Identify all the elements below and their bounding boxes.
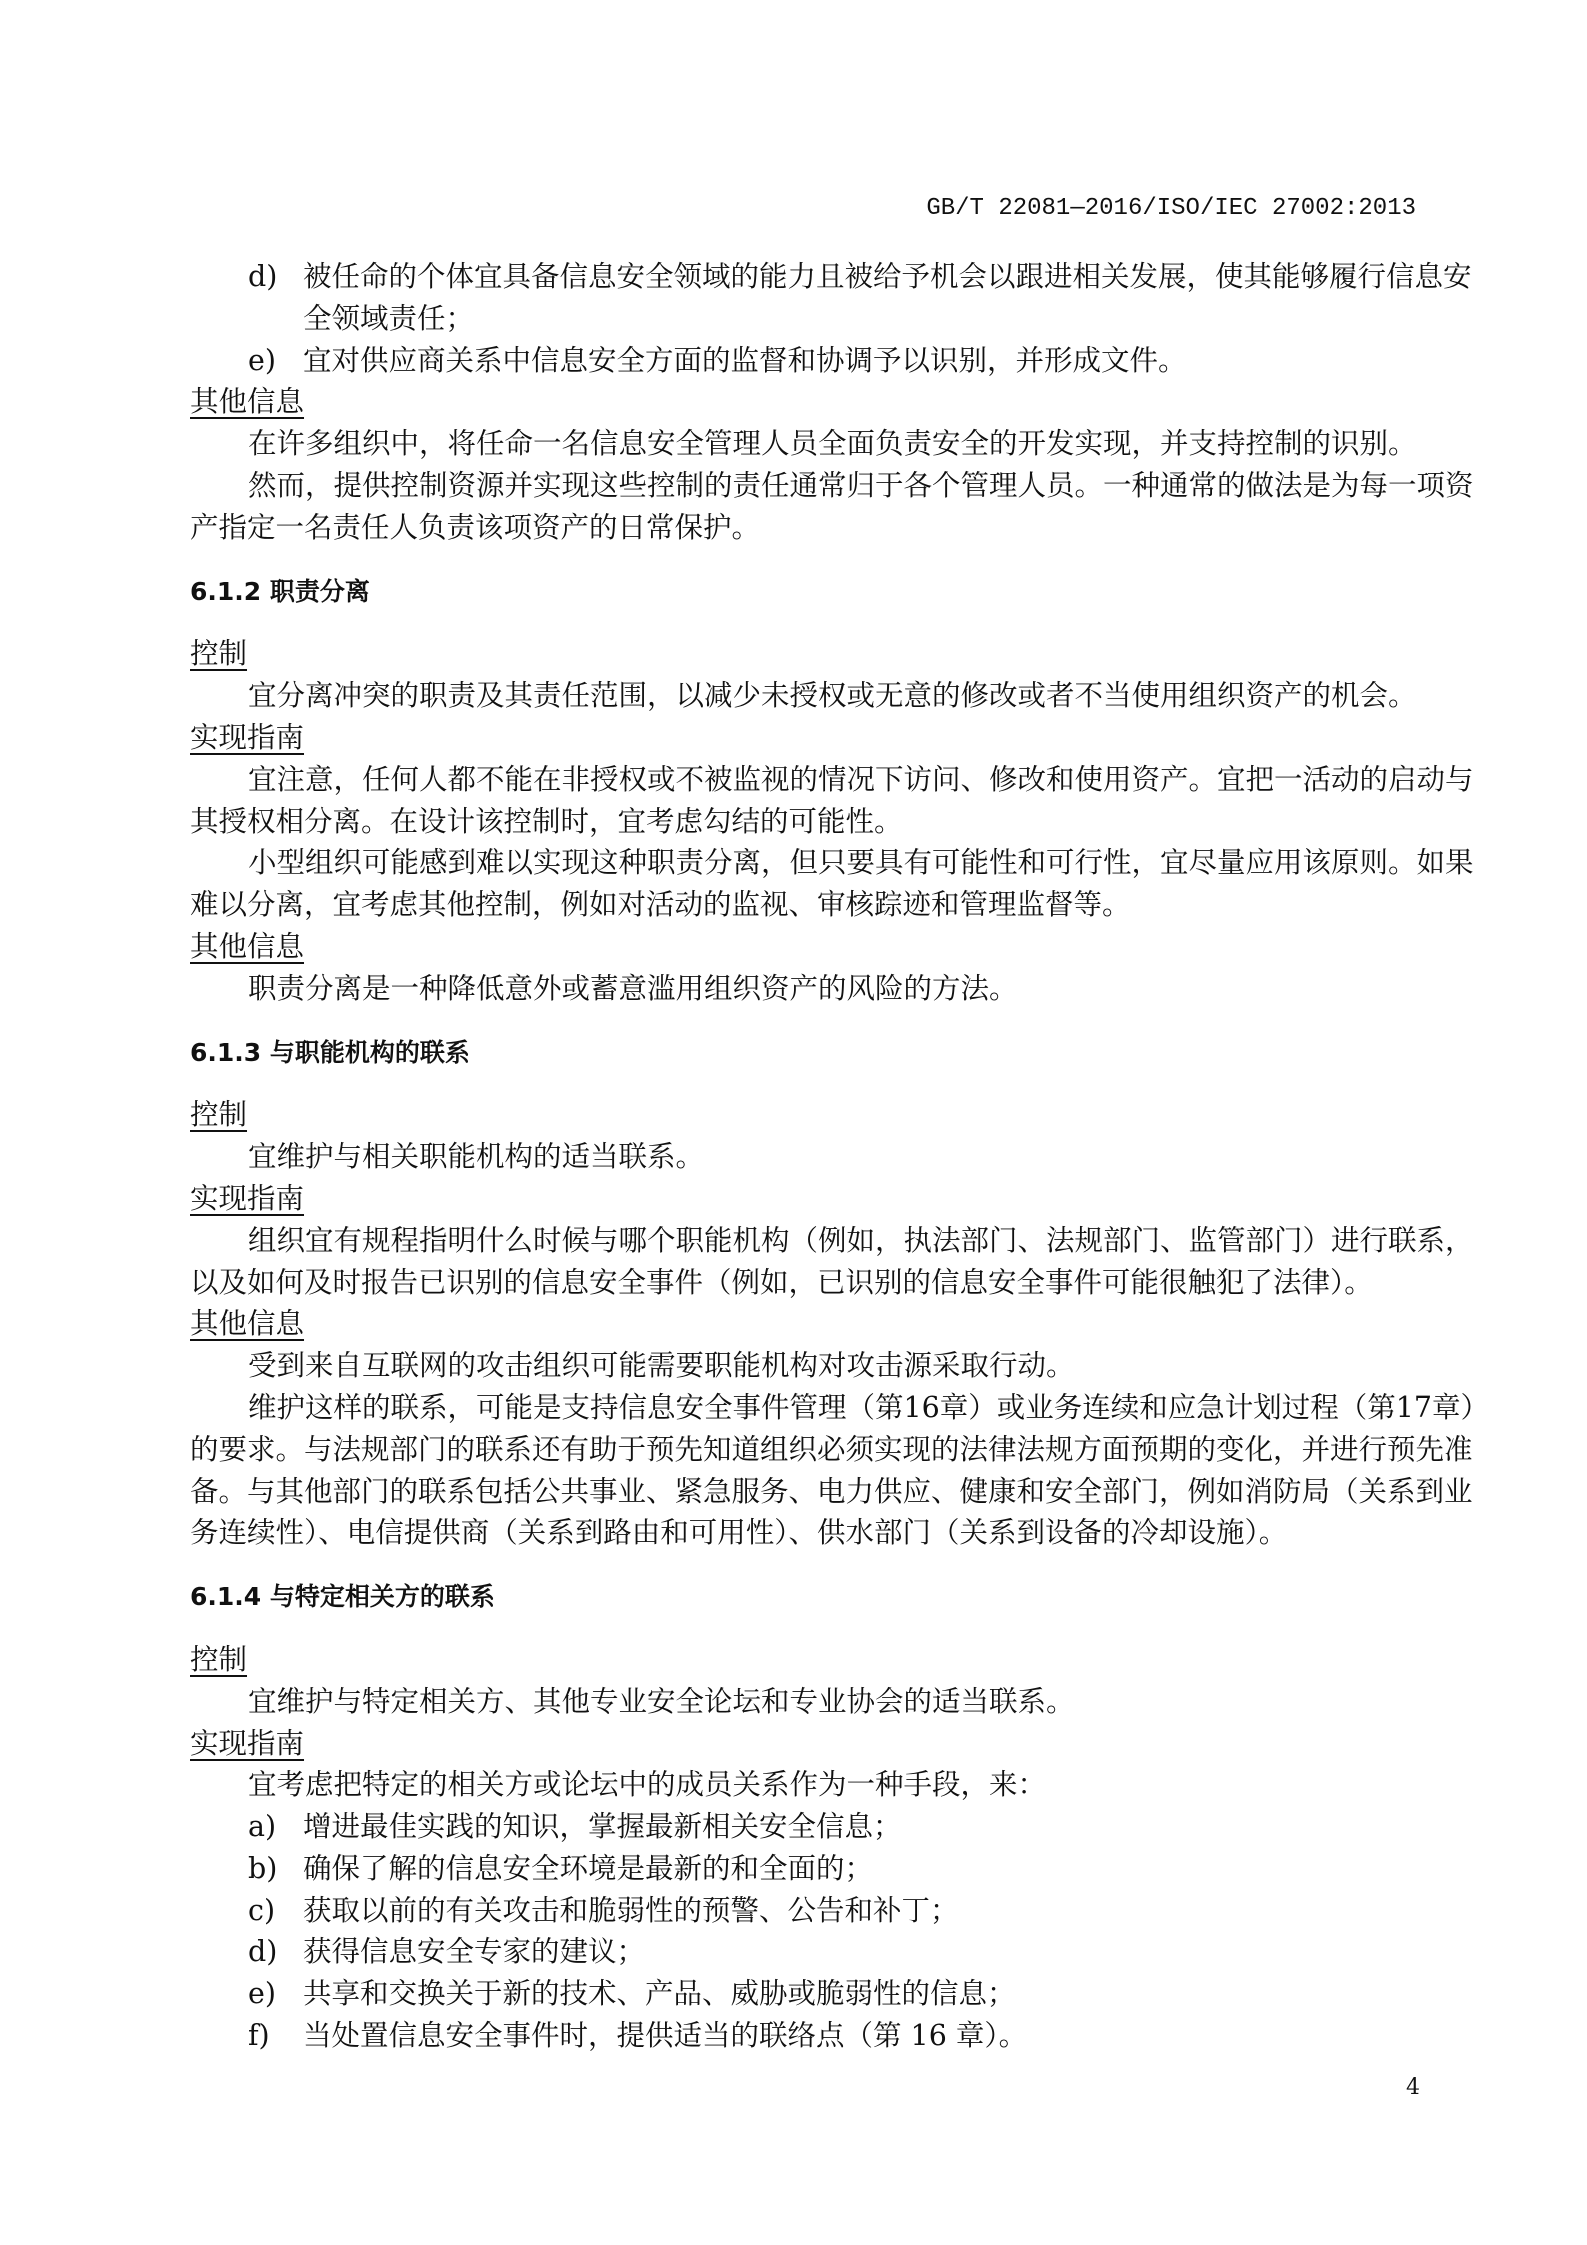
paragraph-line: 然而，提供控制资源并实现这些控制的责任通常归于各个管理人员。一种通常的做法是为每一项资: [248, 468, 1474, 502]
control-label: 控制: [190, 1642, 248, 1676]
list-text: 增进最佳实践的知识，掌握最新相关安全信息；: [303, 1810, 902, 1844]
paragraph-line: 维护这样的联系，可能是支持信息安全事件管理（第16章）或业务连续和应急计划过程（第17章）: [248, 1390, 1490, 1424]
section-heading-6-1-4: 6.1.4 与特定相关方的联系: [190, 1582, 495, 1612]
list-label: e): [248, 1977, 276, 2011]
paragraph-line: 务连续性）、电信提供商（关系到路由和可用性）、供水部门（关系到设备的冷却设施）。: [190, 1516, 1288, 1550]
list-label: d): [248, 260, 278, 293]
document-body: [190, 256, 1490, 2057]
other-info-label: 其他信息: [190, 385, 305, 419]
list-label: b): [248, 1851, 278, 1885]
paragraph-line: 组织宜有规程指明什么时候与哪个职能机构（例如，执法部门、法规部门、监管部门）进行联系，: [248, 1223, 1474, 1257]
list-text: 共享和交换关于新的技术、产品、威胁或脆弱性的信息；: [303, 1977, 1016, 2011]
paragraph: 宜分离冲突的职责及其责任范围，以减少未授权或无意的修改或者不当使用组织资产的机会。: [248, 679, 1417, 713]
paragraph: 在许多组织中，将任命一名信息安全管理人员全面负责安全的开发实现，并支持控制的识别。: [248, 427, 1417, 461]
control-label: 控制: [190, 1098, 248, 1132]
paragraph: 宜维护与相关职能机构的适当联系。: [248, 1140, 705, 1174]
paragraph: 职责分离是一种降低意外或蓄意滥用组织资产的风险的方法。: [248, 971, 1018, 1005]
list-text: 当处置信息安全事件时，提供适当的联络点（第 16 章）。: [303, 2019, 1028, 2053]
other-info-label: 其他信息: [190, 1307, 305, 1341]
list-item-f: [190, 2015, 1447, 2057]
paragraph: 宜考虑把特定的相关方或论坛中的成员关系作为一种手段，来：: [248, 1768, 1047, 1802]
list-text: 确保了解的信息安全环境是最新的和全面的；: [303, 1851, 874, 1885]
list-text: 获取以前的有关攻击和脆弱性的预警、公告和补丁；: [303, 1893, 959, 1927]
paragraph-line: 难以分离，宜考虑其他控制，例如对活动的监视、审核踪迹和管理监督等。: [190, 888, 1131, 922]
list-item-d: [190, 256, 1472, 340]
list-label: f): [248, 2019, 270, 2053]
list-item-c: [190, 1890, 1447, 1932]
guide-label: 实现指南: [190, 720, 305, 754]
paragraph-line: 产指定一名责任人负责该项资产的日常保护。: [190, 510, 761, 544]
page-number: 4: [1406, 2075, 1420, 2100]
document-header: GB/T 22081—2016/ISO/IEC 27002:2013: [926, 195, 1416, 222]
paragraph-line: 其授权相分离。在设计该控制时，宜考虑勾结的可能性。: [190, 804, 903, 838]
list-text: 获得信息安全专家的建议；: [303, 1935, 646, 1969]
paragraph-line: 的要求。与法规部门的联系还有助于预先知道组织必须实现的法律法规方面预期的变化，并进行预先准: [190, 1432, 1473, 1466]
paragraph-line: 小型组织可能感到难以实现这种职责分离，但只要具有可能性和可行性，宜尽量应用该原则。如果: [248, 846, 1474, 880]
section-heading-6-1-2: 6.1.2 职责分离: [190, 576, 370, 606]
paragraph-line: 以及如何及时报告已识别的信息安全事件（例如，已识别的信息安全事件可能很触犯了法律）。: [190, 1265, 1373, 1299]
other-info-label: 其他信息: [190, 929, 305, 963]
paragraph: 宜维护与特定相关方、其他专业安全论坛和专业协会的适当联系。: [248, 1684, 1075, 1718]
text-line: 被任命的个体宜具备信息安全领域的能力且被给予机会以跟进相关发展，使其能够履行信息安: [303, 260, 1472, 293]
paragraph-line: 宜注意，任何人都不能在非授权或不被监视的情况下访问、修改和使用资产。宜把一活动的启动与: [248, 762, 1474, 796]
list-label: a): [248, 1810, 277, 1844]
section-heading-6-1-3: 6.1.3 与职能机构的联系: [190, 1037, 470, 1067]
text-line: 宜对供应商关系中信息安全方面的监督和协调予以识别，并形成文件。: [303, 343, 1187, 377]
guide-label: 实现指南: [190, 1181, 305, 1215]
list-item-e: [190, 1973, 1447, 2015]
list-item-d: [190, 1931, 1447, 1973]
text-line: 全领域责任；: [303, 301, 475, 335]
list-item-e: [190, 340, 1447, 382]
list-item-b: [190, 1848, 1447, 1890]
list-item-a: [190, 1806, 1447, 1848]
guide-label: 实现指南: [190, 1726, 305, 1760]
control-label: 控制: [190, 637, 248, 671]
list-label: d): [248, 1935, 278, 1969]
paragraph-line: 备。与其他部门的联系包括公共事业、紧急服务、电力供应、健康和安全部门，例如消防局（关系到业: [190, 1474, 1473, 1508]
list-label: e): [248, 343, 276, 377]
paragraph: 受到来自互联网的攻击组织可能需要职能机构对攻击源采取行动。: [248, 1349, 1075, 1383]
list-label: c): [248, 1893, 276, 1927]
